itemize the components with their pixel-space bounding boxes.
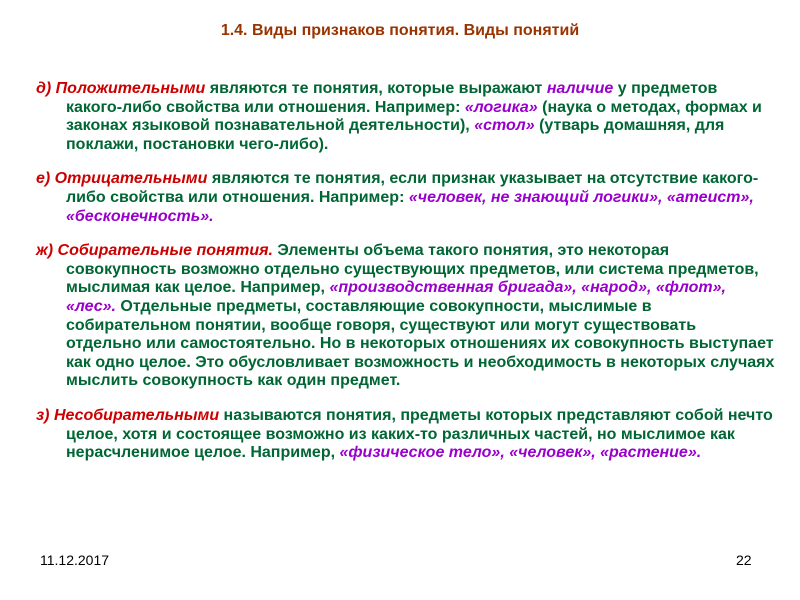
example-text: «производственная бригада», «народ», «флот», «лес». bbox=[66, 279, 726, 315]
text-run: являются те понятия, которые выражают bbox=[205, 80, 547, 97]
term-positive: д) Положительными bbox=[36, 80, 206, 97]
paragraph-negative bbox=[36, 170, 776, 226]
example-text: «стол» bbox=[474, 117, 535, 135]
slide-date: 11.12.2017 bbox=[40, 552, 110, 568]
text-run: (утварь домашняя, для поклажи, постановки чего-либо). bbox=[66, 117, 725, 153]
paragraph-collective bbox=[36, 242, 776, 391]
text-run: Отдельные предметы, составляющие совокупности, мыслимые в собирательном понятии, вообще говоря, существуют или могут существовать отдельно или самостоятельно. Но в некоторых отношениях их совокупность выступает как одно целое. Это обусловливает возможность и необходимость в некоторых случаях мыслить совокупность как один предмет. bbox=[66, 297, 775, 390]
example-text: наличие bbox=[546, 80, 614, 97]
text-run: (наука о методах, формах и законах языковой познавательной деятельности), bbox=[66, 98, 762, 135]
term-non-collective: з) Несобирательными bbox=[36, 406, 220, 424]
text-run: у предметов какого-либо свойства или отношения. Например: bbox=[66, 80, 718, 116]
example-text: «человек, не знающий логики», «атеист», «бесконечность». bbox=[66, 188, 754, 225]
slide-page-number: 22 bbox=[736, 552, 752, 568]
text-run: называются понятия, предметы которых представляют собой нечто целое, хотя и состоящее возможно из каких-то различных частей, но мыслимое как нерасчленимое целое. Например, bbox=[66, 406, 773, 462]
paragraph-non-collective bbox=[36, 407, 776, 463]
example-text: «физическое тело», «человек», «растение». bbox=[339, 444, 702, 462]
paragraph-positive bbox=[36, 80, 776, 154]
text-run: являются те понятия, если признак указывает на отсутствие какого-либо свойства или отношения. Например: bbox=[66, 170, 759, 206]
slide-title: 1.4. Виды признаков понятия. Виды понятий bbox=[220, 22, 580, 39]
term-negative: е) Отрицательными bbox=[36, 170, 208, 188]
text-run: Элементы объема такого понятия, это некоторая совокупность возможно отдельно существующих предметов, или система предметов, мыслимая как целое. Например, bbox=[66, 242, 759, 297]
slide-body bbox=[36, 80, 776, 479]
example-text: «логика» bbox=[464, 98, 538, 116]
term-collective: ж) Собирательные понятия. bbox=[36, 242, 273, 260]
